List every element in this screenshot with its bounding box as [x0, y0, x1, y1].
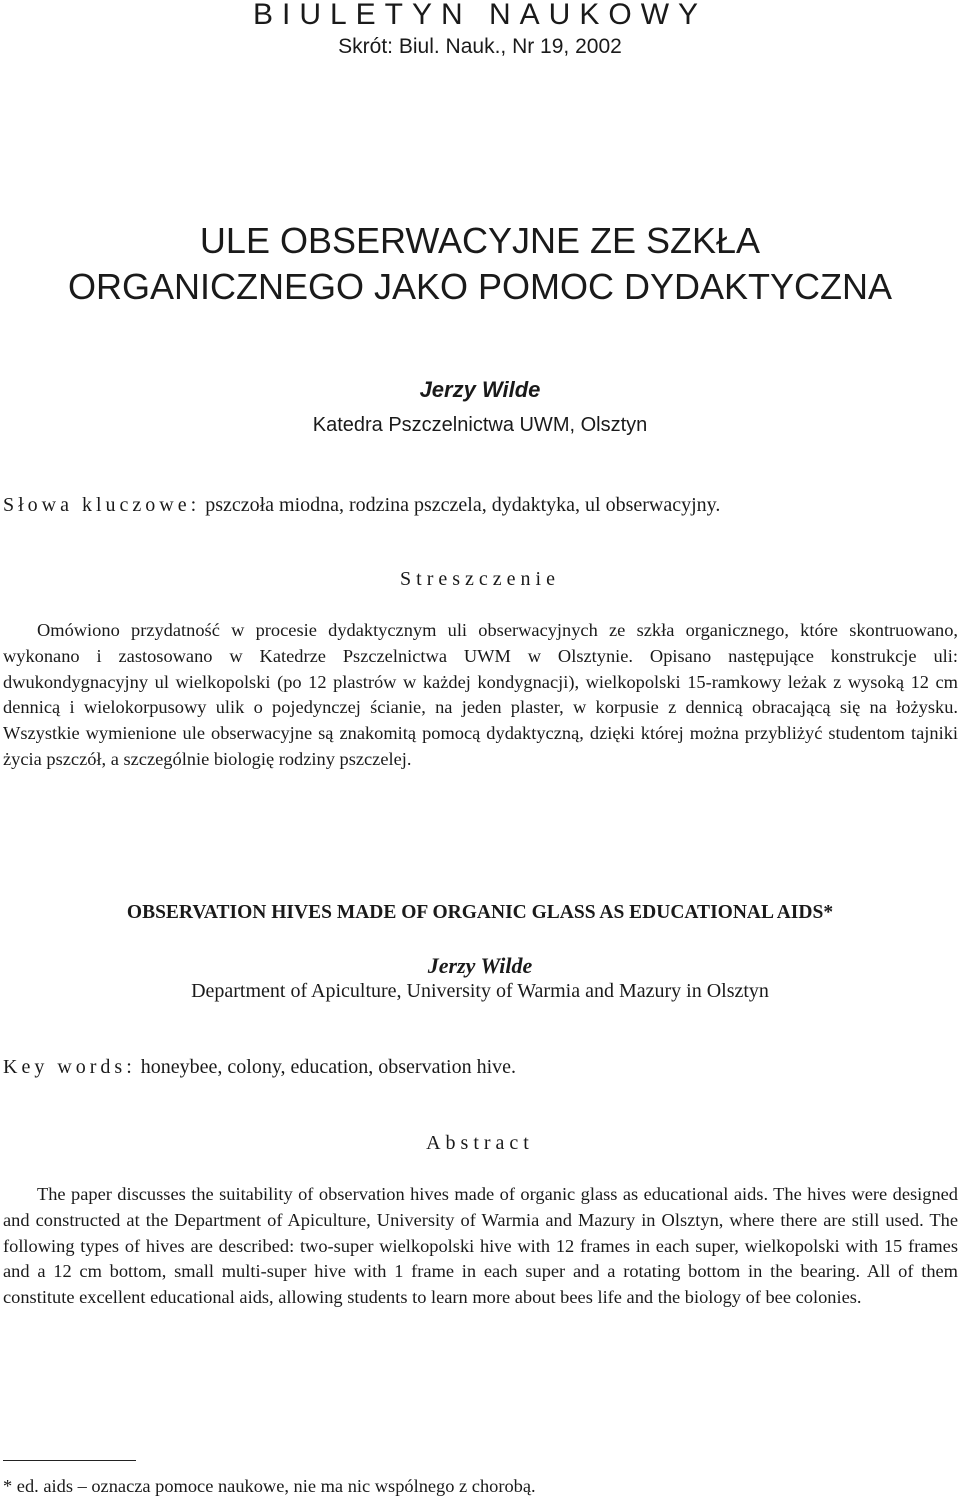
affiliation-pl: Katedra Pszczelnictwa UWM, Olsztyn	[312, 414, 648, 436]
abstract-en: The paper discusses the suitability of observation hives made of organic glass as educational aids. The hives were designed and constructed at the Department of Apiculture, University of Warmia and Mazury in Olsztyn, where there are still used. The following types of hives are described: two-super wielkopolski hive with 12 frames in each super, wielkopolski with 15 frames and a 12 cm bottom, small multi-super hive with 1 frame in each super and a rotating bottom in the bearing. All of them constitute excellent educational aids, allowing students to learn more about bees life and the biology of bee colonies.	[3, 1184, 958, 1308]
author-pl: Jerzy Wilde	[419, 377, 541, 402]
abstract-pl: Omówiono przydatność w procesie dydaktycznym uli obserwacyjnych ze szkła organicznego, które skontruowano, wykonano i zastosowano w Katedrze Pszczelnictwa UWM w Olsztynie. Opisano następujące konstrukcje uli: dwukondygnacyjny ul wielkopolski (po 12 plastrów w każdej kondygnacji), wielkopolski 15-ramkowy leżak z wysoką 12 cm dennicą i wielokorpusowy ulik o pojedynczej ścianie, na jeden plaster, w korpusie z dennicą obracającą się na łożysku. Wszystkie wymienione ule obserwacyjne są znakomitą pomocą dydaktyczną, dzięki której można przybliżyć studentom tajniki życia pszczół, a szczególnie biologię rodziny pszczelej.	[3, 620, 958, 769]
paper-title-en: OBSERVATION HIVES MADE OF ORGANIC GLASS AS EDUCATIONAL AIDS*	[126, 902, 834, 923]
abstract-heading-pl: Streszczenie	[400, 568, 560, 590]
keywords-pl	[3, 492, 957, 518]
keywords-label-pl: Słowa kluczowe:	[3, 494, 201, 516]
footnote: * ed. aids – oznacza pomoce naukowe, nie ma nic wspólnego z chorobą.	[3, 1476, 536, 1496]
keywords-en	[3, 1054, 957, 1080]
author-en: Jerzy Wilde	[427, 953, 533, 978]
abstract-heading-en: Abstract	[426, 1132, 534, 1154]
keywords-label-en: Key words:	[3, 1056, 136, 1078]
journal-citation: Skrót: Biul. Nauk., Nr 19, 2002	[338, 35, 622, 58]
keywords-text-pl: pszczoła miodna, rodzina pszczela, dydaktyka, ul obserwacyjny.	[205, 494, 721, 516]
paper-title-pl	[0, 218, 960, 310]
title-line-2: ORGANICZNEGO JAKO POMOC DYDAKTYCZNA	[67, 266, 893, 307]
affiliation-en: Department of Apiculture, University of Warmia and Mazury in Olsztyn	[191, 980, 769, 1002]
footnote-rule	[3, 1460, 136, 1461]
journal-name: BIULETYN NAUKOWY	[252, 0, 708, 31]
keywords-text-en: honeybee, colony, education, observation hive.	[140, 1056, 517, 1078]
title-line-1: ULE OBSERWACYJNE ZE SZKŁA	[199, 220, 761, 261]
